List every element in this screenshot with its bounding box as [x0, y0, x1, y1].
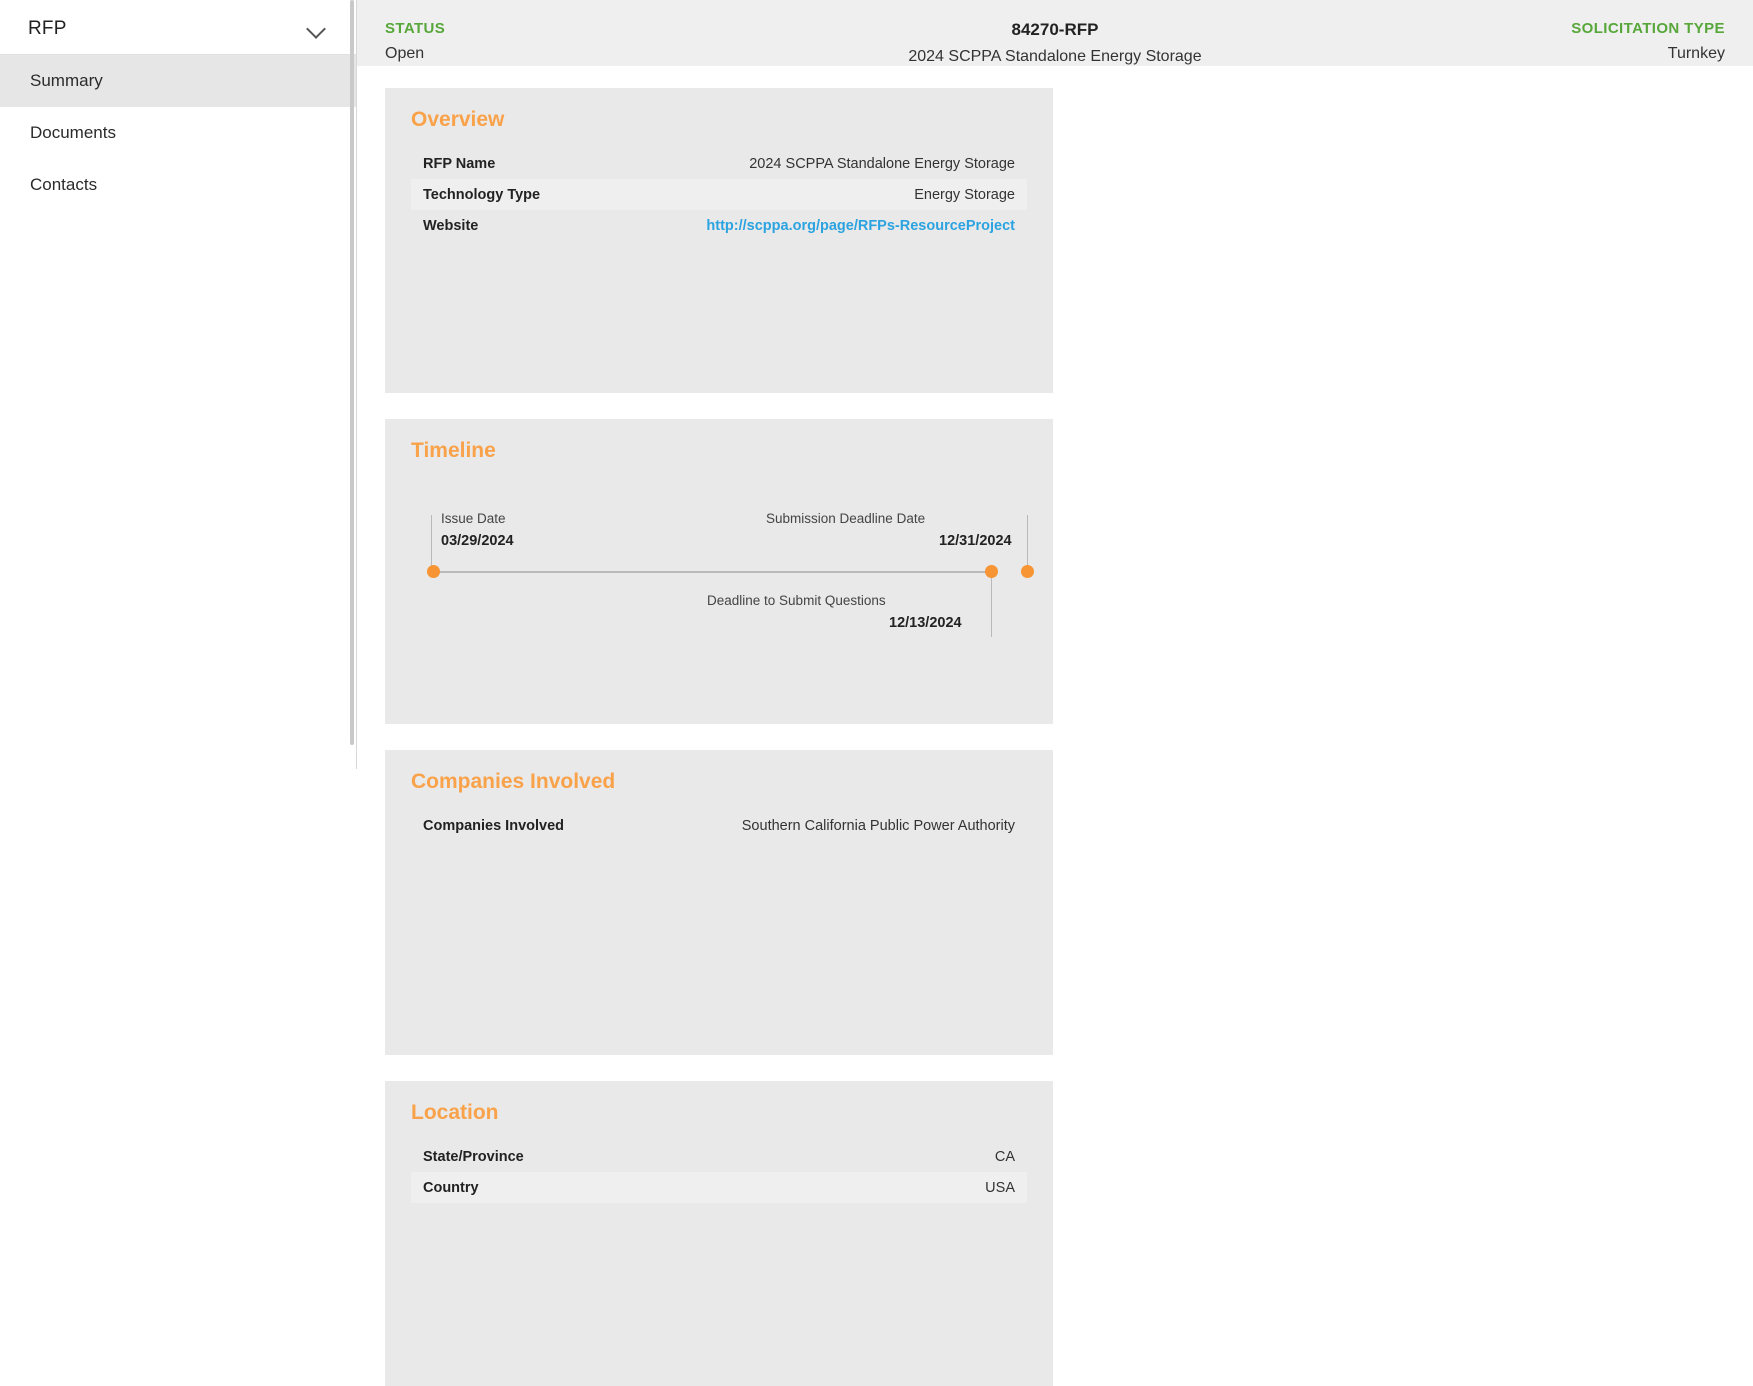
timeline-card — [385, 419, 1053, 724]
overview-row-rfp-name — [411, 148, 1027, 179]
sidebar-title: RFP — [28, 18, 67, 39]
status-value: Open — [385, 45, 425, 62]
timeline-dot-questions — [985, 565, 998, 578]
website-link[interactable]: http://scppa.org/page/RFPs-ResourceProject — [706, 217, 1015, 234]
timeline-label-questions: Deadline to Submit Questions — [707, 593, 886, 608]
timeline-date-issue: 03/29/2024 — [441, 533, 514, 549]
overview-row-website — [411, 210, 1027, 241]
location-row-state — [411, 1141, 1027, 1172]
record-title-block — [827, 20, 1283, 66]
sidebar-item-label: Documents — [30, 122, 116, 142]
sidebar-item-documents[interactable] — [0, 107, 356, 159]
field-value: Energy Storage — [914, 186, 1015, 203]
field-value: CA — [994, 1148, 1015, 1165]
field-label: RFP Name — [423, 155, 496, 172]
status-block — [385, 20, 827, 63]
overview-card — [385, 88, 1053, 393]
field-label: Companies Involved — [423, 817, 565, 834]
sidebar-scrollbar[interactable] — [350, 0, 354, 745]
solicitation-type-label: SOLICITATION TYPE — [1571, 20, 1725, 37]
main-content — [357, 0, 1753, 1196]
sidebar-item-contacts[interactable] — [0, 159, 356, 211]
sidebar-item-label: Summary — [30, 70, 103, 90]
sidebar-item-label: Contacts — [30, 174, 98, 194]
solicitation-type-block — [1283, 20, 1725, 63]
cards-grid — [357, 66, 1753, 1386]
timeline-tick-submission — [1027, 515, 1028, 571]
overview-card-title: Overview — [411, 108, 505, 131]
sidebar — [0, 0, 357, 769]
timeline-date-questions: 12/13/2024 — [889, 615, 962, 631]
location-card-title: Location — [411, 1101, 499, 1124]
solicitation-type-value: Turnkey — [1667, 45, 1725, 62]
location-card — [385, 1081, 1053, 1386]
field-value: Southern California Public Power Authority — [741, 817, 1015, 834]
sidebar-nav — [0, 55, 356, 211]
rfp-title: 2024 SCPPA Standalone Energy Storage — [908, 48, 1202, 65]
timeline-dot-issue — [427, 565, 440, 578]
rfp-number: 84270-RFP — [1011, 20, 1099, 39]
companies-row — [411, 810, 1027, 841]
timeline-dot-submission — [1021, 565, 1034, 578]
field-label: State/Province — [423, 1148, 524, 1165]
timeline-tick-questions — [991, 571, 992, 637]
status-label: STATUS — [385, 20, 446, 37]
companies-involved-card — [385, 750, 1053, 1055]
timeline-label-issue: Issue Date — [441, 511, 506, 526]
timeline-date-submission: 12/31/2024 — [939, 533, 1012, 549]
timeline-axis — [431, 571, 987, 573]
timeline-tick-issue — [431, 515, 432, 571]
location-row-country — [411, 1172, 1027, 1203]
record-header — [357, 0, 1753, 66]
field-value: USA — [985, 1179, 1015, 1196]
overview-row-technology-type — [411, 179, 1027, 210]
timeline-graphic — [411, 497, 1027, 677]
timeline-card-title: Timeline — [411, 439, 496, 462]
timeline-label-submission: Submission Deadline Date — [766, 511, 926, 526]
sidebar-header[interactable] — [0, 0, 356, 55]
sidebar-item-summary[interactable] — [0, 55, 356, 107]
field-label: Technology Type — [423, 186, 541, 203]
chevron-down-icon[interactable] — [306, 18, 328, 40]
field-label: Website — [423, 217, 479, 234]
companies-card-title: Companies Involved — [411, 770, 616, 793]
field-label: Country — [423, 1179, 479, 1196]
field-value: 2024 SCPPA Standalone Energy Storage — [749, 155, 1015, 172]
